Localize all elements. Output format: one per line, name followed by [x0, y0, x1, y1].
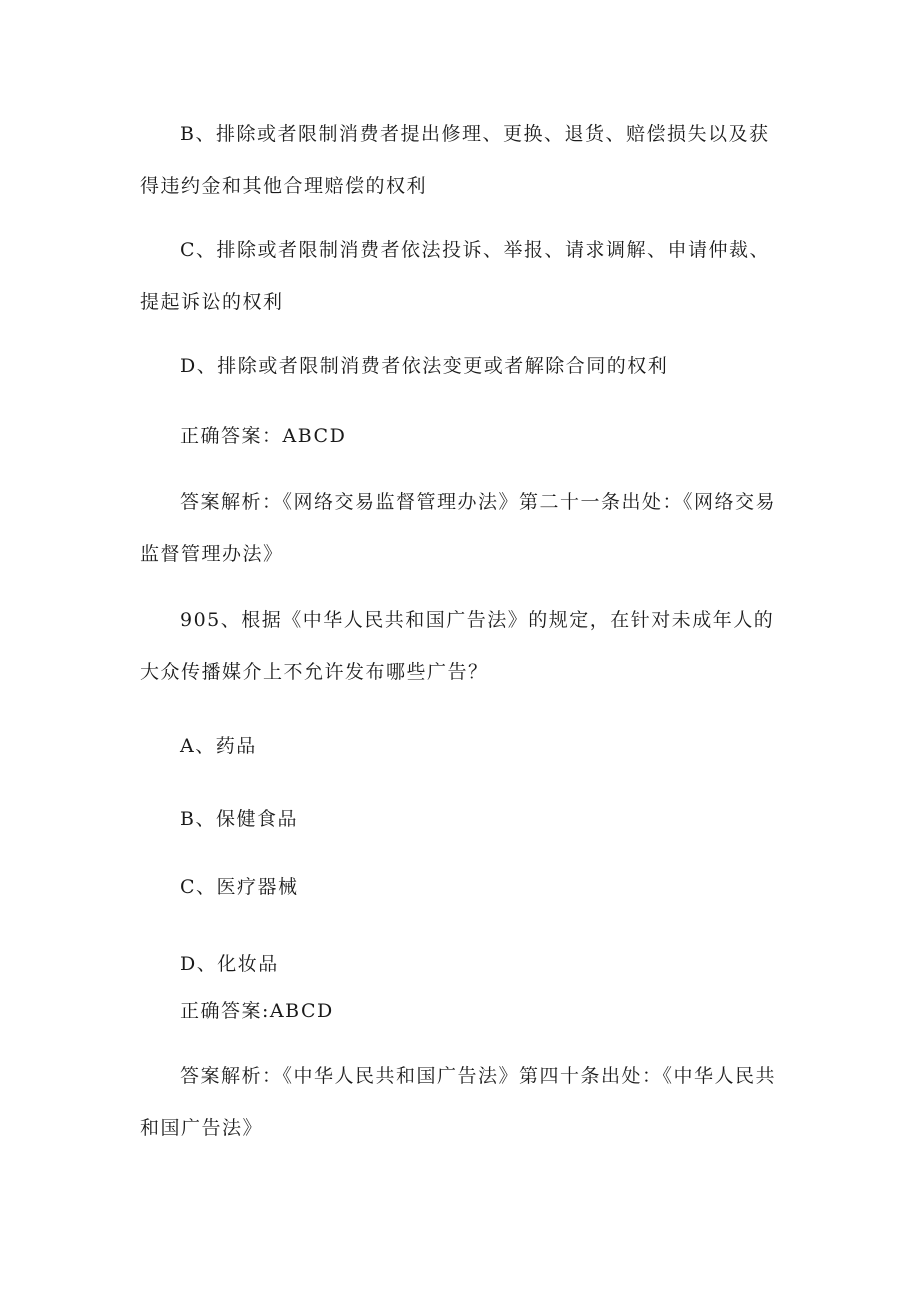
question-905-explanation: 答案解析：《中华人民共和国广告法》第四十条出处：《中华人民共和国广告法》: [140, 1065, 777, 1139]
question-905-option-c: C、医疗器械: [180, 876, 299, 898]
question-905-option-b: B、保健食品: [180, 808, 298, 830]
question-905-option-d: D、化妆品: [180, 953, 279, 975]
question-905-stem: 905、根据《中华人民共和国广告法》的规定，在针对未成年人的大众传播媒介上不允许发布哪些广告？: [140, 609, 775, 683]
question-905-answer: 正确答案:ABCD: [180, 1000, 334, 1022]
prev-answer: 正确答案：ABCD: [180, 425, 347, 447]
prev-option-c: C、排除或者限制消费者依法投诉、举报、请求调解、申请仲裁、提起诉讼的权利: [140, 239, 771, 313]
prev-option-b: B、排除或者限制消费者提出修理、更换、退货、赔偿损失以及获得违约金和其他合理赔偿的权利: [140, 123, 770, 197]
question-905-option-a: A、药品: [180, 735, 257, 757]
prev-option-d: D、排除或者限制消费者依法变更或者解除合同的权利: [180, 355, 669, 377]
prev-explanation: 答案解析：《网络交易监督管理办法》第二十一条出处：《网络交易监督管理办法》: [140, 491, 777, 565]
